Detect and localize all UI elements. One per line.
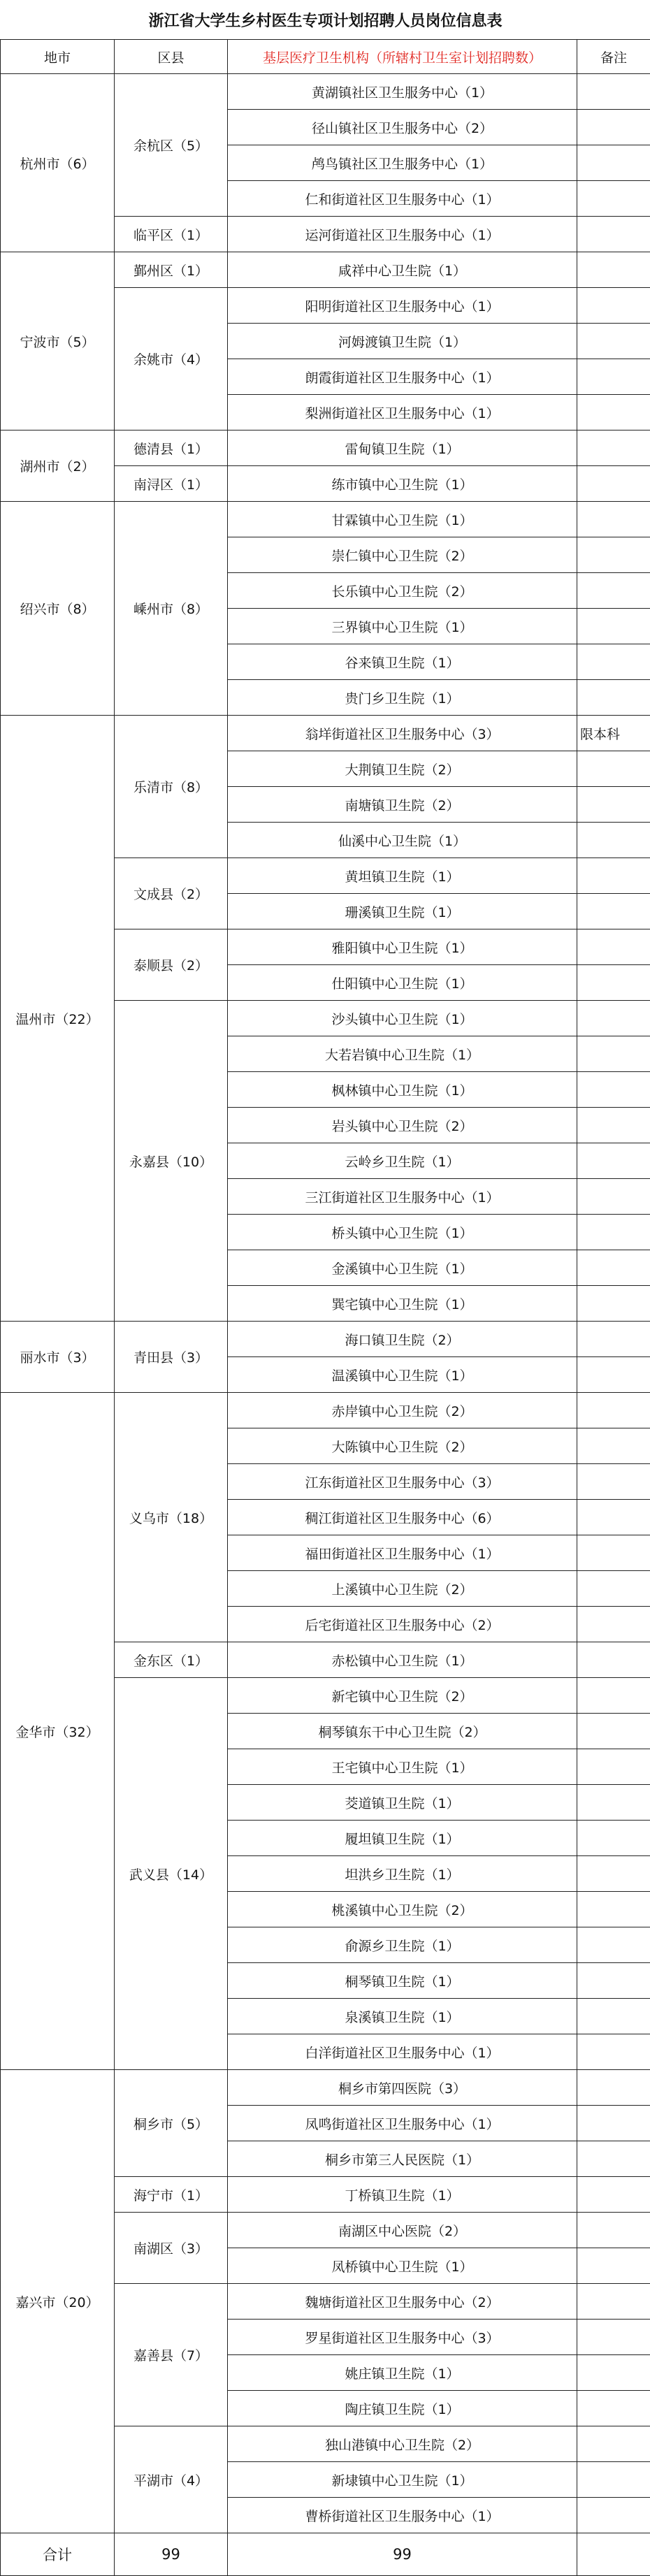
note-cell xyxy=(577,1785,650,1821)
district-cell: 鄞州区（1） xyxy=(115,252,228,288)
note-cell xyxy=(577,573,650,609)
note-cell xyxy=(577,395,650,430)
note-cell xyxy=(577,2213,650,2248)
institution-cell: 珊溪镇卫生院（1） xyxy=(228,894,577,929)
note-cell xyxy=(577,1892,650,1927)
district-cell: 南浔区（1） xyxy=(115,466,228,502)
city-cell: 温州市（22） xyxy=(1,716,115,1322)
district-cell: 义乌市（18） xyxy=(115,1393,228,1642)
institution-cell: 河姆渡镇卫生院（1） xyxy=(228,324,577,359)
note-cell xyxy=(577,110,650,145)
note-cell xyxy=(577,1571,650,1607)
institution-cell: 履坦镇卫生院（1） xyxy=(228,1821,577,1856)
institution-cell: 黄湖镇社区卫生服务中心（1） xyxy=(228,74,577,110)
note-cell xyxy=(577,2426,650,2462)
note-cell xyxy=(577,1642,650,1678)
note-cell xyxy=(577,1001,650,1036)
note-cell xyxy=(577,929,650,965)
institution-cell: 赤松镇中心卫生院（1） xyxy=(228,1642,577,1678)
institution-cell: 海口镇卫生院（2） xyxy=(228,1322,577,1357)
institution-cell: 后宅街道社区卫生服务中心（2） xyxy=(228,1607,577,1642)
institution-cell: 梨洲街道社区卫生服务中心（1） xyxy=(228,395,577,430)
district-cell: 金东区（1） xyxy=(115,1642,228,1678)
note-cell xyxy=(577,751,650,787)
table-row xyxy=(1,502,650,537)
institution-cell: 三界镇中心卫生院（1） xyxy=(228,609,577,644)
institution-cell: 大陈镇中心卫生院（2） xyxy=(228,1428,577,1464)
note-cell xyxy=(577,145,650,181)
institution-cell: 长乐镇中心卫生院（2） xyxy=(228,573,577,609)
district-cell: 永嘉县（10） xyxy=(115,1001,228,1322)
institution-cell: 桃溪镇中心卫生院（2） xyxy=(228,1892,577,1927)
institution-cell: 云岭乡卫生院（1） xyxy=(228,1143,577,1179)
note-cell xyxy=(577,1464,650,1500)
table-row xyxy=(1,252,650,288)
table-row xyxy=(1,74,650,110)
note-cell xyxy=(577,2141,650,2177)
district-cell: 余姚市（4） xyxy=(115,288,228,430)
note-cell xyxy=(577,1393,650,1428)
district-cell: 嵊州市（8） xyxy=(115,502,228,716)
note-cell xyxy=(577,1108,650,1143)
institution-cell: 上溪镇中心卫生院（2） xyxy=(228,1571,577,1607)
institution-cell: 朗霞街道社区卫生服务中心（1） xyxy=(228,359,577,395)
note-cell xyxy=(577,2462,650,2498)
district-cell: 乐清市（8） xyxy=(115,716,228,858)
district-cell: 海宁市（1） xyxy=(115,2177,228,2213)
note-cell xyxy=(577,2355,650,2391)
institution-cell: 桐乡市第三人民医院（1） xyxy=(228,2141,577,2177)
note-cell xyxy=(577,858,650,894)
note-cell xyxy=(577,1179,650,1215)
table-row xyxy=(1,1393,650,1428)
district-cell: 临平区（1） xyxy=(115,217,228,252)
note-cell xyxy=(577,2498,650,2533)
institution-cell: 桐琴镇卫生院（1） xyxy=(228,1963,577,1999)
district-cell: 武义县（14） xyxy=(115,1678,228,2070)
total-row xyxy=(1,2533,650,2576)
institution-cell: 雅阳镇中心卫生院（1） xyxy=(228,929,577,965)
institution-cell: 桐琴镇东干中心卫生院（2） xyxy=(228,1714,577,1749)
institution-cell: 温溪镇中心卫生院（1） xyxy=(228,1357,577,1393)
total-institution-count: 99 xyxy=(228,2533,577,2576)
institution-cell: 江东街道社区卫生服务中心（3） xyxy=(228,1464,577,1500)
institution-cell: 仁和街道社区卫生服务中心（1） xyxy=(228,181,577,217)
district-cell: 平湖市（4） xyxy=(115,2426,228,2533)
institution-cell: 坦洪乡卫生院（1） xyxy=(228,1856,577,1892)
city-cell: 丽水市（3） xyxy=(1,1322,115,1393)
table-row xyxy=(1,716,650,751)
institution-cell: 南塘镇卫生院（2） xyxy=(228,787,577,823)
note-cell xyxy=(577,965,650,1001)
institution-cell: 王宅镇中心卫生院（1） xyxy=(228,1749,577,1785)
note-cell xyxy=(577,1215,650,1250)
institution-cell: 仙溪中心卫生院（1） xyxy=(228,823,577,858)
institution-cell: 新埭镇中心卫生院（1） xyxy=(228,2462,577,2498)
note-cell xyxy=(577,1286,650,1322)
header-city: 地市 xyxy=(1,40,115,74)
note-cell xyxy=(577,1963,650,1999)
note-cell xyxy=(577,217,650,252)
note-cell xyxy=(577,1428,650,1464)
note-cell xyxy=(577,1072,650,1108)
institution-cell: 南湖区中心医院（2） xyxy=(228,2213,577,2248)
note-cell xyxy=(577,894,650,929)
table-row xyxy=(1,430,650,466)
table-title: 浙江省大学生乡村医生专项计划招聘人员岗位信息表 xyxy=(1,0,650,40)
institution-cell: 甘霖镇中心卫生院（1） xyxy=(228,502,577,537)
institution-cell: 三江街道社区卫生服务中心（1） xyxy=(228,1179,577,1215)
note-cell xyxy=(577,2177,650,2213)
note-cell xyxy=(577,1749,650,1785)
district-cell: 文成县（2） xyxy=(115,858,228,929)
note-cell xyxy=(577,1999,650,2034)
table-row xyxy=(1,2070,650,2106)
institution-cell: 枫林镇中心卫生院（1） xyxy=(228,1072,577,1108)
city-cell: 嘉兴市（20） xyxy=(1,2070,115,2533)
note-cell xyxy=(577,1821,650,1856)
city-cell: 金华市（32） xyxy=(1,1393,115,2070)
institution-cell: 凤鸣街道社区卫生服务中心（1） xyxy=(228,2106,577,2141)
city-cell: 宁波市（5） xyxy=(1,252,115,430)
institution-cell: 咸祥中心卫生院（1） xyxy=(228,252,577,288)
institution-cell: 姚庄镇卫生院（1） xyxy=(228,2355,577,2391)
table-body xyxy=(1,74,650,2533)
institution-cell: 独山港镇中心卫生院（2） xyxy=(228,2426,577,2462)
header-district: 区县 xyxy=(115,40,228,74)
note-cell xyxy=(577,787,650,823)
district-cell: 余杭区（5） xyxy=(115,74,228,217)
note-cell xyxy=(577,1036,650,1072)
institution-cell: 桐乡市第四医院（3） xyxy=(228,2070,577,2106)
institution-cell: 桥头镇中心卫生院（1） xyxy=(228,1215,577,1250)
header-institution: 基层医疗卫生机构（所辖村卫生室计划招聘数） xyxy=(228,40,577,74)
note-cell xyxy=(577,644,650,680)
institution-cell: 魏塘街道社区卫生服务中心（2） xyxy=(228,2284,577,2320)
institution-cell: 新宅镇中心卫生院（2） xyxy=(228,1678,577,1714)
note-cell xyxy=(577,252,650,288)
note-cell xyxy=(577,324,650,359)
note-cell xyxy=(577,2320,650,2355)
note-cell xyxy=(577,1250,650,1286)
note-cell xyxy=(577,1535,650,1571)
total-note xyxy=(577,2533,650,2576)
note-cell xyxy=(577,1714,650,1749)
note-cell xyxy=(577,359,650,395)
institution-cell: 贵门乡卫生院（1） xyxy=(228,680,577,716)
note-cell xyxy=(577,74,650,110)
institution-cell: 凤桥镇中心卫生院（1） xyxy=(228,2248,577,2284)
institution-cell: 巽宅镇中心卫生院（1） xyxy=(228,1286,577,1322)
note-cell xyxy=(577,1143,650,1179)
note-cell xyxy=(577,609,650,644)
note-cell xyxy=(577,2284,650,2320)
note-cell xyxy=(577,1607,650,1642)
note-cell xyxy=(577,2106,650,2141)
note-cell xyxy=(577,466,650,502)
table-row xyxy=(1,1322,650,1357)
note-cell xyxy=(577,430,650,466)
institution-cell: 金溪镇中心卫生院（1） xyxy=(228,1250,577,1286)
note-cell: 限本科 xyxy=(577,716,650,751)
institution-cell: 雷甸镇卫生院（1） xyxy=(228,430,577,466)
header-note: 备注 xyxy=(577,40,650,74)
institution-cell: 崇仁镇中心卫生院（2） xyxy=(228,537,577,573)
institution-cell: 运河街道社区卫生服务中心（1） xyxy=(228,217,577,252)
total-label: 合计 xyxy=(1,2533,115,2576)
institution-cell: 赤岸镇中心卫生院（2） xyxy=(228,1393,577,1428)
institution-cell: 茭道镇卫生院（1） xyxy=(228,1785,577,1821)
institution-cell: 翁垟街道社区卫生服务中心（3） xyxy=(228,716,577,751)
institution-cell: 鸬鸟镇社区卫生服务中心（1） xyxy=(228,145,577,181)
institution-cell: 白洋街道社区卫生服务中心（1） xyxy=(228,2034,577,2070)
note-cell xyxy=(577,2391,650,2426)
note-cell xyxy=(577,1500,650,1535)
institution-cell: 陶庄镇卫生院（1） xyxy=(228,2391,577,2426)
note-cell xyxy=(577,537,650,573)
institution-cell: 径山镇社区卫生服务中心（2） xyxy=(228,110,577,145)
institution-cell: 稠江街道社区卫生服务中心（6） xyxy=(228,1500,577,1535)
district-cell: 德清县（1） xyxy=(115,430,228,466)
city-cell: 绍兴市（8） xyxy=(1,502,115,716)
note-cell xyxy=(577,502,650,537)
institution-cell: 阳明街道社区卫生服务中心（1） xyxy=(228,288,577,324)
institution-cell: 泉溪镇卫生院（1） xyxy=(228,1999,577,2034)
district-cell: 青田县（3） xyxy=(115,1322,228,1393)
note-cell xyxy=(577,680,650,716)
note-cell xyxy=(577,823,650,858)
institution-cell: 罗星街道社区卫生服务中心（3） xyxy=(228,2320,577,2355)
institution-cell: 曹桥街道社区卫生服务中心（1） xyxy=(228,2498,577,2533)
city-cell: 湖州市（2） xyxy=(1,430,115,502)
institution-cell: 大荆镇卫生院（2） xyxy=(228,751,577,787)
institution-cell: 练市镇中心卫生院（1） xyxy=(228,466,577,502)
institution-cell: 丁桥镇卫生院（1） xyxy=(228,2177,577,2213)
note-cell xyxy=(577,1357,650,1393)
institution-cell: 谷来镇卫生院（1） xyxy=(228,644,577,680)
total-district-count: 99 xyxy=(115,2533,228,2576)
note-cell xyxy=(577,2070,650,2106)
district-cell: 泰顺县（2） xyxy=(115,929,228,1001)
district-cell: 南湖区（3） xyxy=(115,2213,228,2284)
institution-cell: 黄坦镇卫生院（1） xyxy=(228,858,577,894)
note-cell xyxy=(577,1678,650,1714)
note-cell xyxy=(577,1322,650,1357)
note-cell xyxy=(577,181,650,217)
note-cell xyxy=(577,1856,650,1892)
note-cell xyxy=(577,1927,650,1963)
institution-cell: 沙头镇中心卫生院（1） xyxy=(228,1001,577,1036)
note-cell xyxy=(577,2248,650,2284)
institution-cell: 仕阳镇中心卫生院（1） xyxy=(228,965,577,1001)
district-cell: 桐乡市（5） xyxy=(115,2070,228,2177)
note-cell xyxy=(577,288,650,324)
note-cell xyxy=(577,2034,650,2070)
district-cell: 嘉善县（7） xyxy=(115,2284,228,2426)
city-cell: 杭州市（6） xyxy=(1,74,115,252)
institution-cell: 俞源乡卫生院（1） xyxy=(228,1927,577,1963)
institution-cell: 大若岩镇中心卫生院（1） xyxy=(228,1036,577,1072)
institution-cell: 福田街道社区卫生服务中心（1） xyxy=(228,1535,577,1571)
institution-cell: 岩头镇中心卫生院（2） xyxy=(228,1108,577,1143)
